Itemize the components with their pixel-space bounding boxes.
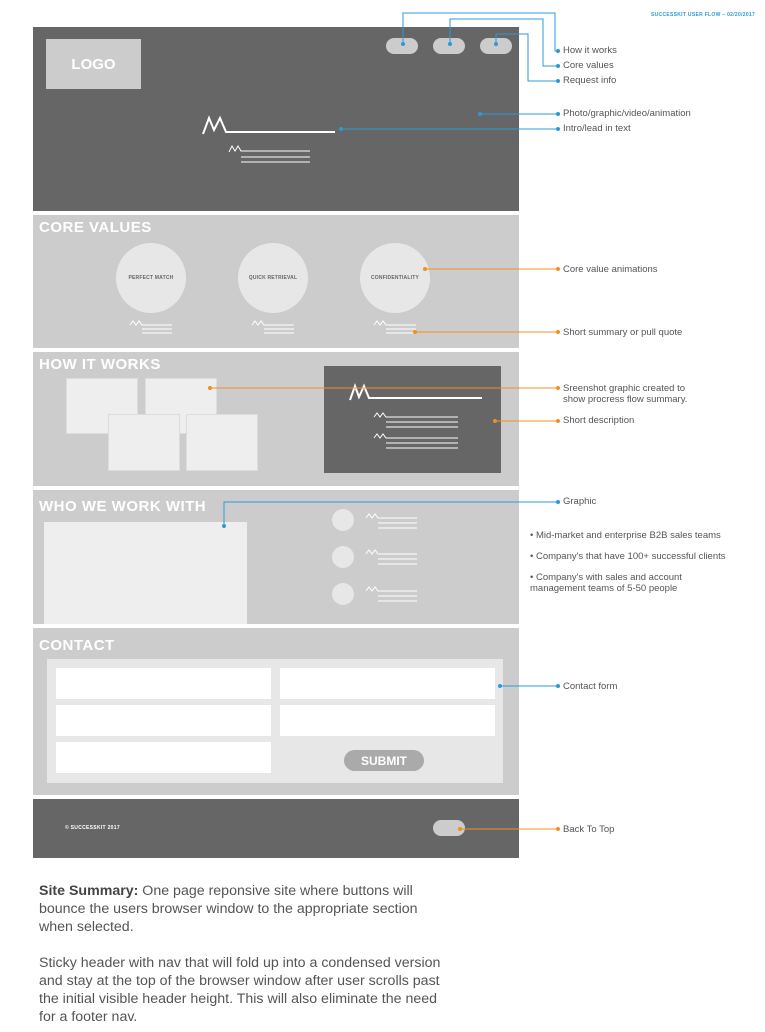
annotation-how-it-works: How it works [563, 45, 617, 56]
annotation-back-to-top: Back To Top [563, 824, 615, 835]
bullet-item: • Company's with sales and account [530, 572, 682, 583]
annotation-short-summary: Short summary or pull quote [563, 327, 683, 338]
annotation-photo: Photo/graphic/video/animation [563, 108, 691, 119]
site-summary-line: Sticky header with nav that will fold up into a condensed version [39, 955, 441, 971]
annotation-screenshot-line2: show procress flow summary. [563, 394, 688, 405]
logo-text: LOGO [71, 55, 116, 73]
site-summary-line: bounce the users browser window to the appropriate section [39, 901, 418, 917]
bullet-item: • Company's that have 100+ successful clients [530, 551, 726, 562]
annotation-graphic: Graphic [563, 496, 597, 507]
core-value-label: PERFECT MATCH [128, 275, 174, 281]
annotation-core-values: Core values [563, 60, 614, 71]
submit-button[interactable]: SUBMIT [344, 750, 424, 771]
summary-text: One page reponsive site where buttons will [138, 883, 413, 899]
annotation-intro: Intro/lead in text [563, 123, 631, 134]
annotation-request-info: Request info [563, 75, 617, 86]
site-summary-line [39, 882, 413, 900]
bullet-item: • Mid-market and enterprise B2B sales teams [530, 530, 721, 541]
section-title: CORE VALUES [39, 219, 152, 236]
site-summary-line: the initial visible header height. This will also eliminate the need [39, 991, 438, 1007]
copyright: © SUCCESSKIT 2017 [65, 825, 120, 831]
site-summary-label: Site Summary: [39, 883, 139, 899]
section-title: CONTACT [39, 637, 115, 654]
annotation-screenshot-line1: Sreenshot graphic created to [563, 383, 685, 394]
bullet-item-continued: management teams of 5-50 people [530, 583, 678, 594]
annotation-core-value-animations: Core value animations [563, 264, 658, 275]
site-summary-line: when selected. [39, 919, 134, 935]
flow-tag: SUCCESSKIT USER FLOW – 02/20/2017 [651, 12, 756, 18]
section-title: HOW IT WORKS [39, 356, 161, 373]
core-value-label: QUICK RETRIEVAL [248, 275, 298, 281]
annotation-short-description: Short description [563, 415, 635, 426]
core-value-label: CONFIDENTIALITY [371, 275, 419, 281]
section-title: WHO WE WORK WITH [39, 498, 207, 515]
annotation-contact-form: Contact form [563, 681, 618, 692]
site-summary-line: for a footer nav. [39, 1009, 138, 1025]
site-summary-line: and stay at the top of the browser window after user scrolls past [39, 973, 440, 989]
